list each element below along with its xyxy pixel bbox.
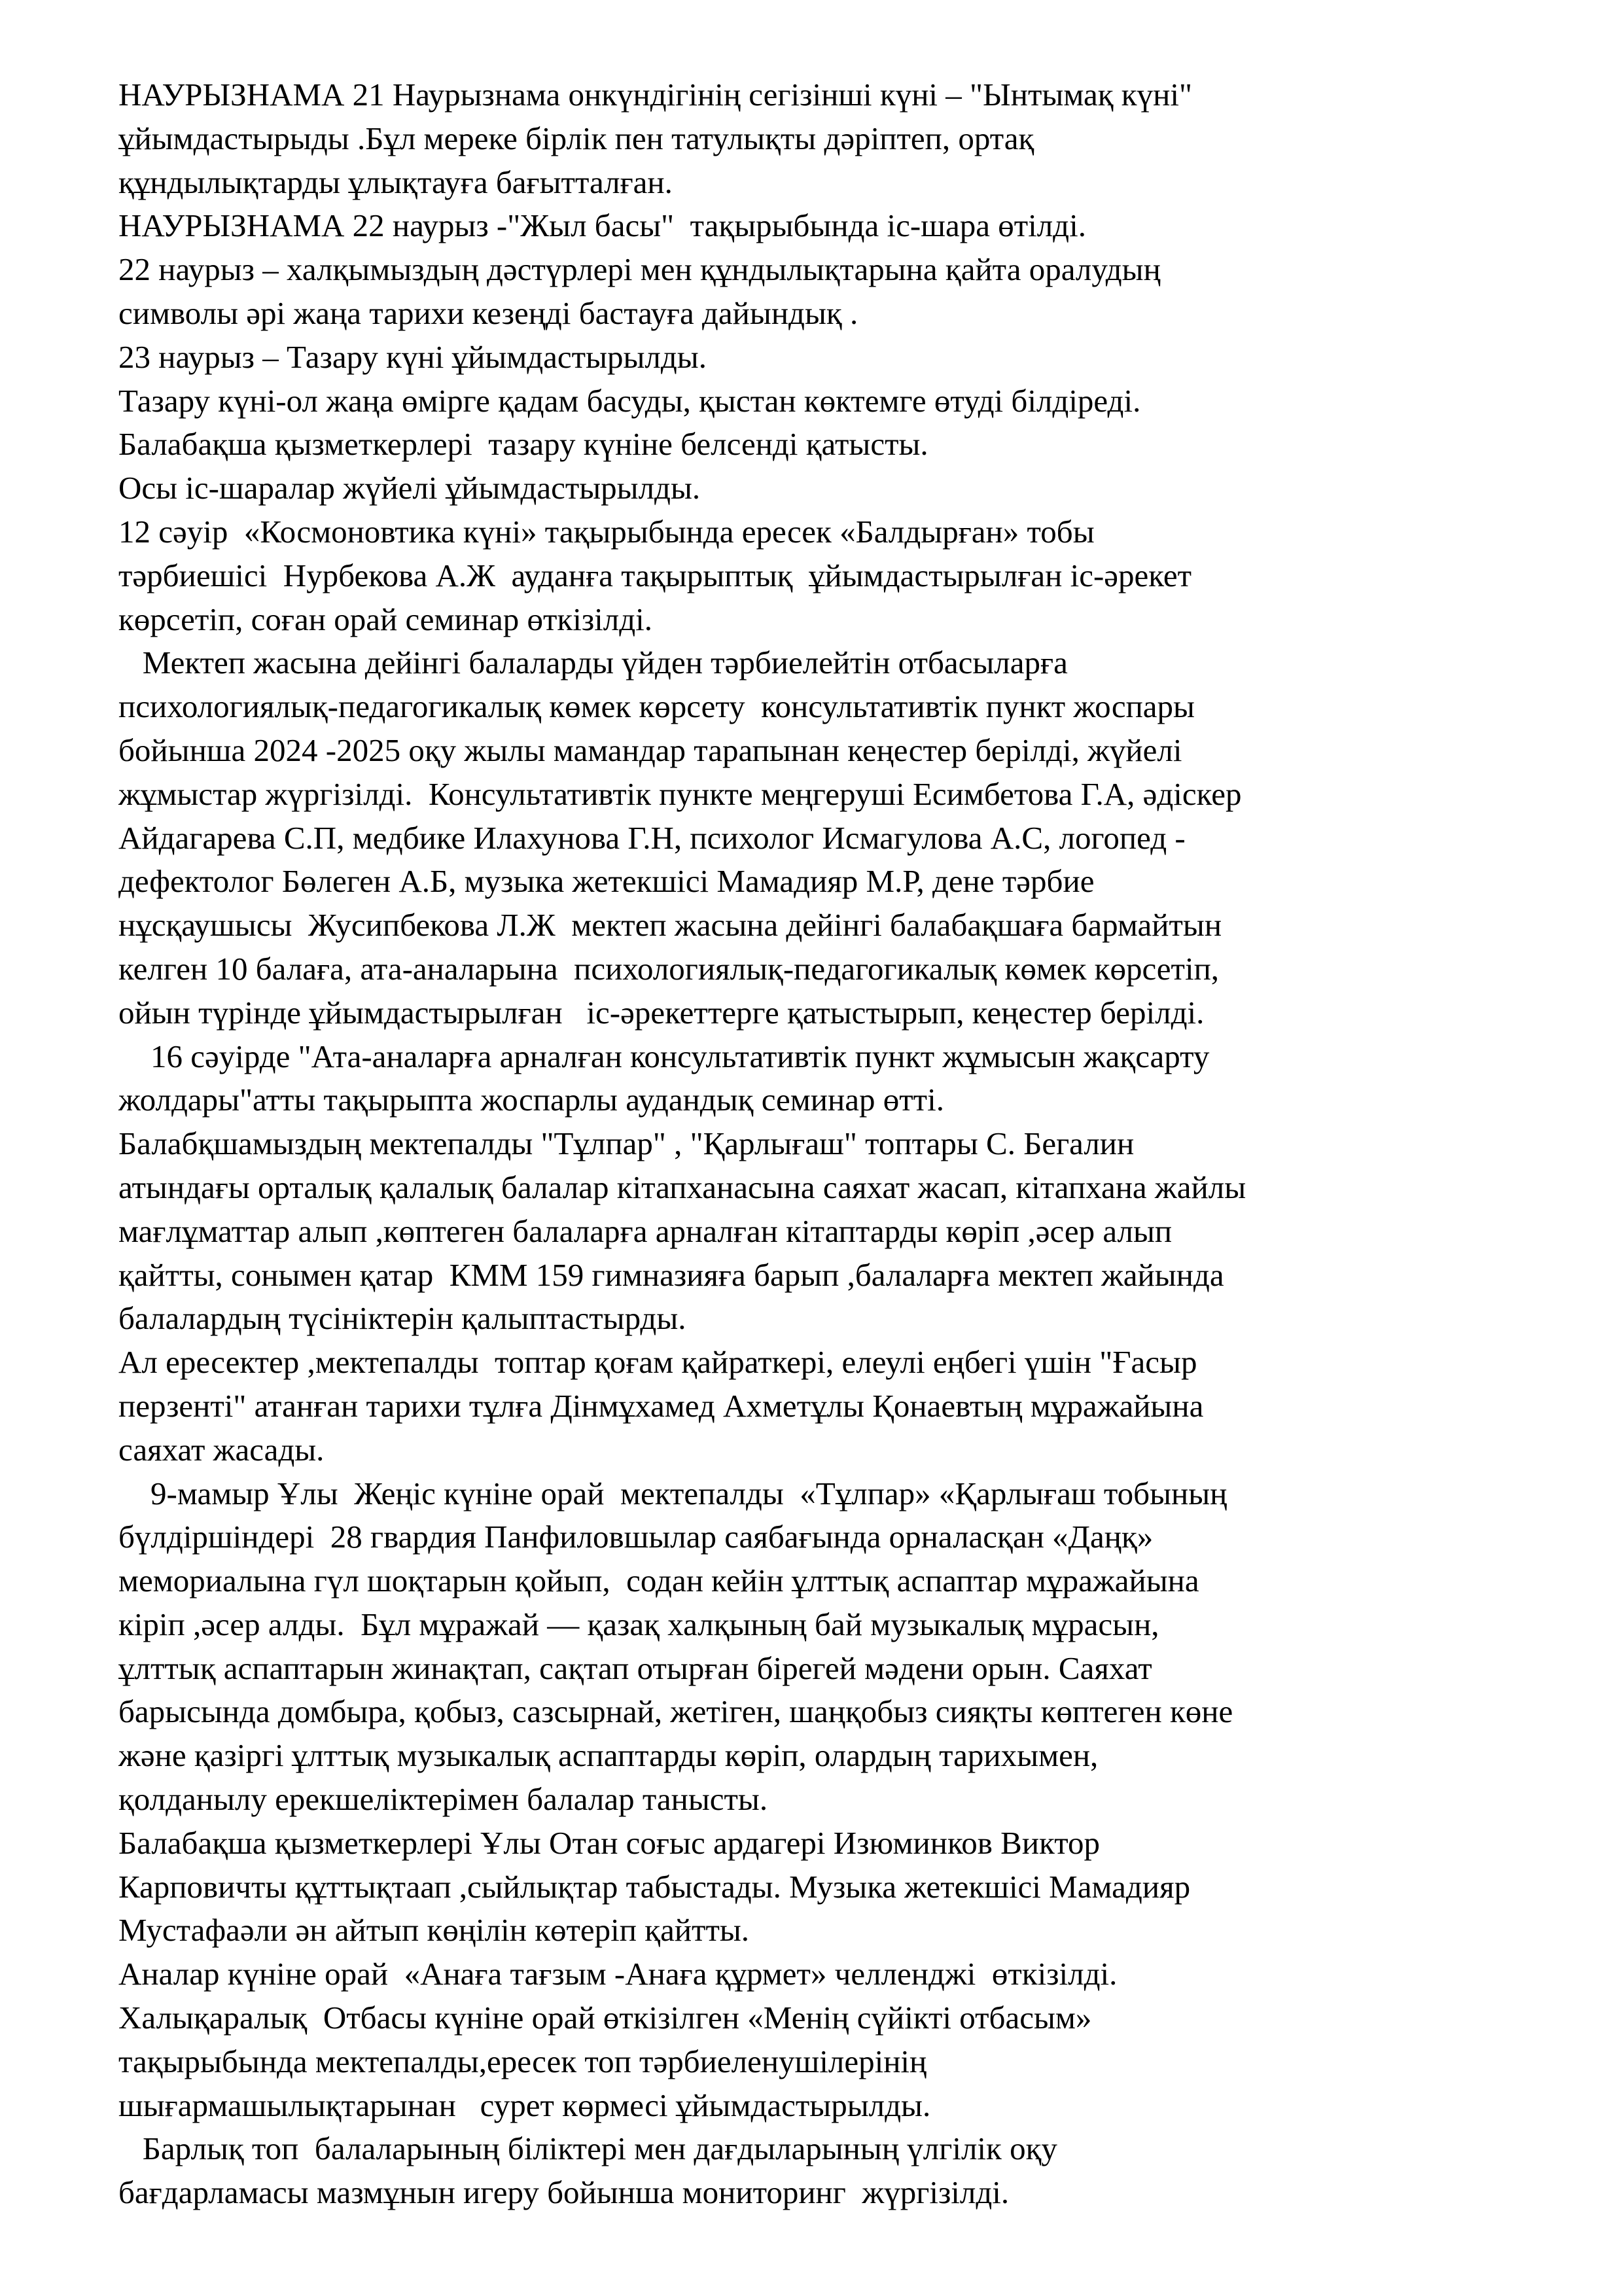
text-line: Тазару күні-ол жаңа өмірге қадам басуды, қыстан көктемге өтуді білдіреді.: [118, 382, 1141, 419]
text-line: көрсетіп, соған орай семинар өткізілді.: [118, 601, 653, 637]
document-body-text: [118, 73, 1525, 2215]
text-line: балалардың түсініктерін қалыптастырды.: [118, 1300, 686, 1337]
text-line: Айдагарева С.П, медбике Илахунова Г.Н, психолог Исмагулова А.С, логопед -: [118, 819, 1186, 856]
text-line: мағлұматтар алып ,көптеген балаларға арналған кітаптарды көріп ,әсер алып: [118, 1212, 1173, 1249]
text-line: құндылықтарды ұлықтауға бағытталған.: [118, 164, 673, 200]
text-line: Аналар күніне орай «Анаға тағзым -Анаға құрмет» челленджі өткізілді.: [118, 1956, 1118, 1992]
text-line: кіріп ,әсер алды. Бұл мұражай — қазақ халқының бай музыкалық мұрасын,: [118, 1606, 1159, 1642]
text-line: тақырыбында мектепалды,ересек топ тәрбиеленушілерінің: [118, 2043, 927, 2079]
text-line: және қазіргі ұлттық музыкалық аспаптарды көріп, олардың тарихымен,: [118, 1737, 1099, 1774]
text-line: 9-мамыр Ұлы Жеңіс күніне орай мектепалды «Тұлпар» «Қарлығаш тобының: [118, 1475, 1227, 1511]
text-line: тәрбиешісі Нурбекова А.Ж ауданға тақырыптық ұйымдастырылған іс-әрекет: [118, 557, 1192, 593]
text-line: шығармашылықтарынан сурет көрмесі ұйымдастырылды.: [118, 2087, 931, 2123]
text-line: нұсқаушысы Жусипбекова Л.Ж мектеп жасына дейінгі балабақшаға бармайтын: [118, 907, 1222, 944]
text-line: Осы іс-шаралар жүйелі ұйымдастырылды.: [118, 470, 701, 506]
text-line: символы әрі жаңа тарихи кезеңді бастауға дайындық .: [118, 294, 858, 331]
text-line: Халықаралық Отбасы күніне орай өткізілген «Менің сүйікті отбасым»: [118, 2000, 1092, 2036]
text-line: бойынша 2024 -2025 оқу жылы мамандар тарапынан кеңестер берілді, жүйелі: [118, 732, 1182, 768]
text-line: 22 наурыз – халқымыздың дәстүрлері мен құндылықтарына қайта оралудың: [118, 251, 1161, 288]
text-line: саяхат жасады.: [118, 1431, 325, 1468]
text-line: Барлық топ балаларының біліктері мен дағдыларының үлгілік оқу: [118, 2130, 1057, 2167]
text-line: жолдары"атты тақырыпта жоспарлы аудандық семинар өтті.: [118, 1082, 944, 1118]
text-line: жұмыстар жүргізілді. Консультативтік пункте меңгеруші Есимбетова Г.А, әдіскер: [118, 775, 1242, 812]
text-line: атындағы орталық қалалық балалар кітапханасына саяхат жасап, кітапхана жайлы: [118, 1169, 1246, 1205]
text-line: 23 наурыз – Тазару күні ұйымдастырылды.: [118, 338, 707, 375]
text-line: барысында домбыра, қобыз, сазсырнай, жетіген, шаңқобыз сияқты көптеген көне: [118, 1693, 1233, 1730]
text-line: НАУРЫЗНАМА 21 Наурызнама онкүндігінің сегізінші күні – "Ынтымақ күні": [118, 77, 1192, 113]
text-line: психологиялық-педагогикалық көмек көрсету консультативтік пункт жоспары: [118, 688, 1195, 725]
text-line: Мустафаәли ән айтып көңілін көтеріп қайтты.: [118, 1912, 750, 1949]
text-line: мемориалына гүл шоқтарын қойып, содан кейін ұлттық аспаптар мұражайына: [118, 1563, 1199, 1599]
text-line: Балабақша қызметкерлері Ұлы Отан соғыс ардагері Изюминков Виктор: [118, 1824, 1100, 1861]
text-line: ұлттық аспаптарын жинақтап, сақтап отырған бірегей мәдени орын. Саяхат: [118, 1650, 1152, 1686]
text-line: перзенті" атанған тарихи тұлға Дінмұхамед Ахметұлы Қонаевтың мұражайына: [118, 1387, 1204, 1424]
text-line: қолданылу ерекшеліктерімен балалар танысты.: [118, 1781, 768, 1818]
text-line: Балабқшамыздың мектепалды "Тұлпар" , "Қарлығаш" топтары С. Бегалин: [118, 1125, 1135, 1162]
text-line: ойын түрінде ұйымдастырылған іс-әрекеттерге қатыстырып, кеңестер берілді.: [118, 994, 1205, 1031]
text-line: бүлдіршіндері 28 гвардия Панфиловшылар саябағында орналасқан «Даңқ»: [118, 1519, 1154, 1555]
text-line: 16 сәуірде "Ата-аналарға арналған консультативтік пункт жұмысын жақсарту: [118, 1038, 1210, 1074]
text-line: дефектолог Бөлеген А.Б, музыка жетекшісі Мамадияр М.Р, дене тәрбие: [118, 863, 1095, 900]
text-line: келген 10 балаға, ата-аналарына психологиялық-педагогикалық көмек көрсетіп,: [118, 950, 1220, 987]
text-line: Карповичты құттықтаап ,сыйлықтар табыстады. Музыка жетекшісі Мамадияр: [118, 1868, 1191, 1905]
text-line: 12 сәуір «Космоновтика күні» тақырыбында ересек «Балдырған» тобы: [118, 513, 1095, 550]
text-line: қайтты, сонымен қатар КММ 159 гимназияға барып ,балаларға мектеп жайында: [118, 1256, 1224, 1293]
text-line: Балабақша қызметкерлері тазару күніне белсенді қатысты.: [118, 426, 928, 463]
text-line: ұйымдастырыды .Бұл мереке бірлік пен татулықты дәріптеп, ортақ: [118, 120, 1034, 156]
text-line: Ал ересектер ,мектепалды топтар қоғам қайраткері, елеулі еңбегі үшін "Ғасыр: [118, 1344, 1197, 1381]
text-line: Мектеп жасына дейінгі балаларды үйден тәрбиелейтін отбасыларға: [118, 645, 1068, 681]
text-line: бағдарламасы мазмұнын игеру бойынша мониторинг жүргізілді.: [118, 2174, 1010, 2211]
text-line: НАУРЫЗНАМА 22 наурыз -"Жыл басы" тақырыбында іс-шара өтілді.: [118, 207, 1086, 244]
